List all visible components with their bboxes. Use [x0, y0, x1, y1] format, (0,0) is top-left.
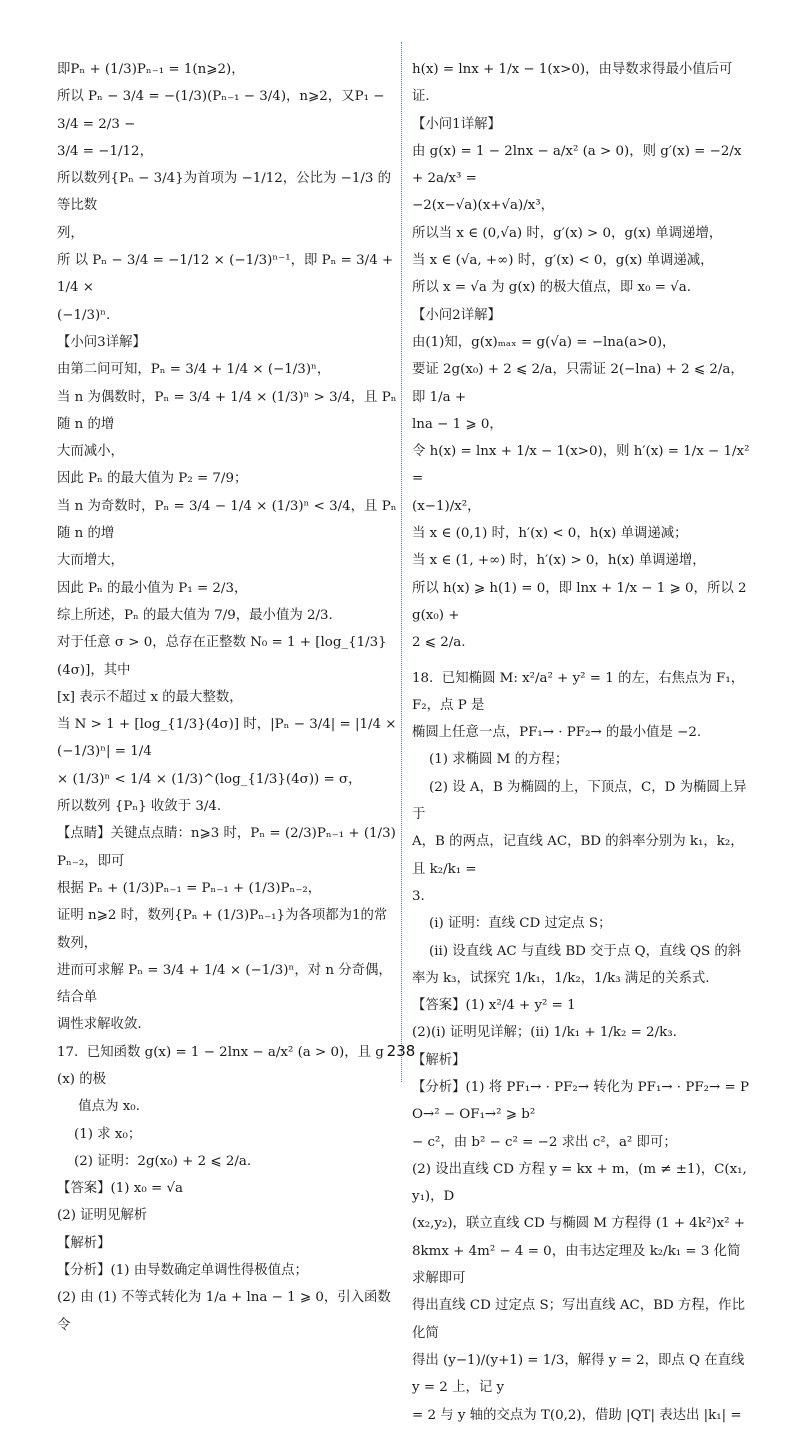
text-line: 因此 Pₙ 的最小值为 P₁ = 2/3， [57, 580, 248, 596]
text-line: 进而可求解 Pₙ = 3/4 + 1/4 × (−1/3)ⁿ，对 n 分奇偶，结合单 [57, 962, 392, 1006]
text-line: 证明 n⩾2 时，数列{Pₙ + (1/3)Pₙ₋₁}为各项都为1的常数列， [57, 908, 388, 951]
text-line [412, 657, 750, 665]
text-line: (2) 由 (1) 不等式转化为 1/a + lna − 1 ⩾ 0，引入函数令 [57, 1290, 391, 1333]
text-line: (1) 求椭圆 M 的方程； [412, 752, 569, 768]
text-line: [x] 表示不超过 x 的最大整数， [57, 689, 243, 705]
text-line: 由 g(x) = 1 − 2lnx − a/x² (a > 0)，则 g′(x) = −2/x + 2a/x³ = [412, 143, 746, 187]
text-line: 得出 (y−1)/(y+1) = 1/3，解得 y = 2，即点 Q 在直线 y = 2 上，记 y [412, 1352, 749, 1396]
text-line: 综上所述，Pₙ 的最大值为 7/9，最小值为 2/3. [57, 607, 333, 623]
text-line: 【答案】(1) x²/4 + y² = 1 [412, 998, 576, 1014]
text-line: (ⅰ) 证明：直线 CD 过定点 S； [412, 916, 612, 932]
text-line: 对于任意 σ > 0，总存在正整数 N₀ = 1 + [log_{1/3}(4σ)]，其中 [57, 635, 387, 678]
text-line: (x−1)/x²， [412, 498, 481, 514]
text-line: 令 h(x) = lnx + 1/x − 1(x>0)，则 h′(x) = 1/x − 1/x² = [412, 444, 754, 487]
text-line: 所以当 x ∈ (0,√a) 时，g′(x) > 0，g(x) 单调递增， [412, 225, 723, 241]
text-line: 2 ⩽ 2/a. [412, 635, 466, 651]
text-line: 大而增大， [57, 553, 124, 569]
text-line: 椭圆上任意一点，PF₁→ · PF₂→ 的最小值是 −2. [412, 725, 702, 741]
text-line: (2) 证明：2g(x₀) + 2 ⩽ 2/a. [57, 1153, 252, 1169]
text-line: −2(x−√a)(x+√a)/x³， [412, 198, 555, 214]
text-line: (ⅱ) 设直线 AC 与直线 BD 交于点 Q，直线 QS 的斜 [412, 943, 742, 959]
page-number: 238 [386, 1042, 416, 1060]
text-line: 当 x ∈ (0,1) 时，h′(x) < 0，h(x) 单调递减； [412, 526, 688, 542]
text-line: 所以 h(x) ⩾ h(1) = 0，即 lnx + 1/x − 1 ⩾ 0，所以 2g(x₀) + [412, 580, 747, 623]
text-line: 所 以 Pₙ − 3/4 = −1/12 × (−1/3)ⁿ⁻¹，即 Pₙ = 3/4 + 1/4 × [57, 253, 398, 296]
text-line: 所以数列{Pₙ − 3/4}为首项为 −1/12，公比为 −1/3 的等比数 [57, 171, 392, 214]
text-line: 18. 已知椭圆 M: x²/a² + y² = 1 的左，右焦点为 F₁，F₂，点 P 是 [412, 670, 745, 713]
text-line: 所以 Pₙ − 3/4 = −(1/3)(Pₙ₋₁ − 3/4)，n⩾2，又P₁ − 3/4 = 2/3 − [57, 89, 389, 132]
text-line: (−1/3)ⁿ. [57, 307, 111, 323]
text-line: (x₂,y₂)，联立直线 CD 与椭圆 M 方程得 (1 + 4k²)x² + [412, 1216, 745, 1232]
text-line: 当 n 为奇数时，Pₙ = 3/4 − 1/4 × (1/3)ⁿ < 3/4，且 Pₙ 随 n 的增 [57, 498, 401, 542]
text-line: 当 n 为偶数时，Pₙ = 3/4 + 1/4 × (1/3)ⁿ > 3/4，且 Pₙ 随 n 的增 [57, 389, 401, 432]
text-line: 8kmx + 4m² − 4 = 0，由韦达定理及 k₂/k₁ = 3 化简求解即可 [412, 1243, 741, 1287]
text-line: 率为 k₃，试探究 1/k₁，1/k₂，1/k₃ 满足的关系式. [412, 970, 710, 986]
text-line: 【分析】(1) 将 PF₁→ · PF₂→ 转化为 PF₁→ · PF₂→ = PO→² − OF₁→² ⩾ b² [412, 1079, 749, 1123]
text-line: 调性求解收敛. [57, 1017, 142, 1033]
text-line: (1) 求 x₀； [57, 1126, 142, 1142]
text-line: 【小问3详解】 [57, 334, 146, 350]
text-line: 【点睛】关键点点睛：n⩾3 时，Pₙ = (2/3)Pₙ₋₁ + (1/3)Pₙ₋₂，即可 [57, 826, 396, 869]
text-line: 所以数列 {Pₙ} 收敛于 3/4. [57, 799, 222, 815]
text-line: 大而减小， [57, 444, 124, 460]
text-line: 【解析】 [57, 1235, 111, 1251]
text-line: 得出直线 CD 过定点 S；写出直线 AC，BD 方程，作比化简 [412, 1298, 745, 1341]
text-line: (2) 证明见解析 [57, 1208, 148, 1224]
text-line: 因此 Pₙ 的最大值为 P₂ = 7/9； [57, 471, 248, 487]
text-line: (2) 设 A，B 为椭圆的上，下顶点，C，D 为椭圆上异于 [412, 779, 747, 823]
text-line: 当 x ∈ (1, +∞) 时，h′(x) > 0，h(x) 单调递增， [412, 553, 706, 569]
text-line: 根据 Pₙ + (1/3)Pₙ₋₁ = Pₙ₋₁ + (1/3)Pₙ₋₂， [57, 880, 322, 896]
text-line: 当 x ∈ (√a, +∞) 时，g′(x) < 0，g(x) 单调递减， [412, 253, 714, 269]
text-line: 要证 2g(x₀) + 2 ⩽ 2/a，只需证 2(−lna) + 2 ⩽ 2/a，即 1/a + [412, 362, 744, 405]
text-line: 【解析】 [412, 1052, 466, 1068]
text-line: 列， [57, 225, 84, 241]
column-divider [401, 42, 402, 1082]
text-line: h(x) = lnx + 1/x − 1(x>0)，由导数求得最小值后可证. [412, 62, 733, 105]
text-line: (2)(ⅰ) 证明见详解；(ⅱ) 1/k₁ + 1/k₂ = 2/k₃. [412, 1025, 677, 1041]
text-line: 即Pₙ + (1/3)Pₙ₋₁ = 1(n⩾2)， [57, 62, 245, 77]
text-line: 【小问2详解】 [412, 307, 501, 323]
text-line: 【分析】(1) 由导数确定单调性得极值点； [57, 1263, 308, 1279]
right-column [412, 56, 754, 1429]
text-line: 3/4 = −1/12， [57, 143, 153, 159]
text-line: × (1/3)ⁿ < 1/4 × (1/3)^(log_{1/3}(4σ)) = σ， [57, 771, 362, 787]
text-line: 当 N > 1 + [log_{1/3}(4σ)] 时，|Pₙ − 3/4| = |1/4 × (−1/3)ⁿ| = 1/4 [57, 717, 401, 760]
text-line: 由(1)知，g(x)ₘₐₓ = g(√a) = −lna(a>0)， [412, 334, 676, 350]
text-line: − c²，由 b² − c² = −2 求出 c²，a² 即可； [412, 1134, 677, 1150]
text-line: = 2 与 y 轴的交点为 T(0,2)，借助 |QT| 表达出 |k₁| = [412, 1407, 742, 1423]
text-line: 17. 已知函数 g(x) = 1 − 2lnx − a/x² (a > 0)，且 g(x) 的极 [57, 1044, 384, 1087]
text-line: lna − 1 ⩾ 0， [412, 416, 503, 432]
text-line: 【小问1详解】 [412, 116, 501, 132]
text-line: 3. [412, 888, 425, 904]
text-line: A，B 的两点，记直线 AC，BD 的斜率分别为 k₁，k₂，且 k₂/k₁ = [412, 834, 744, 877]
text-line: 【答案】(1) x₀ = √a [57, 1181, 183, 1197]
text-line: 由第二问可知，Pₙ = 3/4 + 1/4 × (−1/3)ⁿ， [57, 362, 331, 378]
text-line: 所以 x = √a 为 g(x) 的极大值点，即 x₀ = √a. [412, 280, 691, 296]
text-line: (2) 设出直线 CD 方程 y = kx + m，(m ≠ ±1)，C(x₁,y₁)，D [412, 1161, 747, 1205]
text-line: 值点为 x₀. [57, 1099, 140, 1115]
